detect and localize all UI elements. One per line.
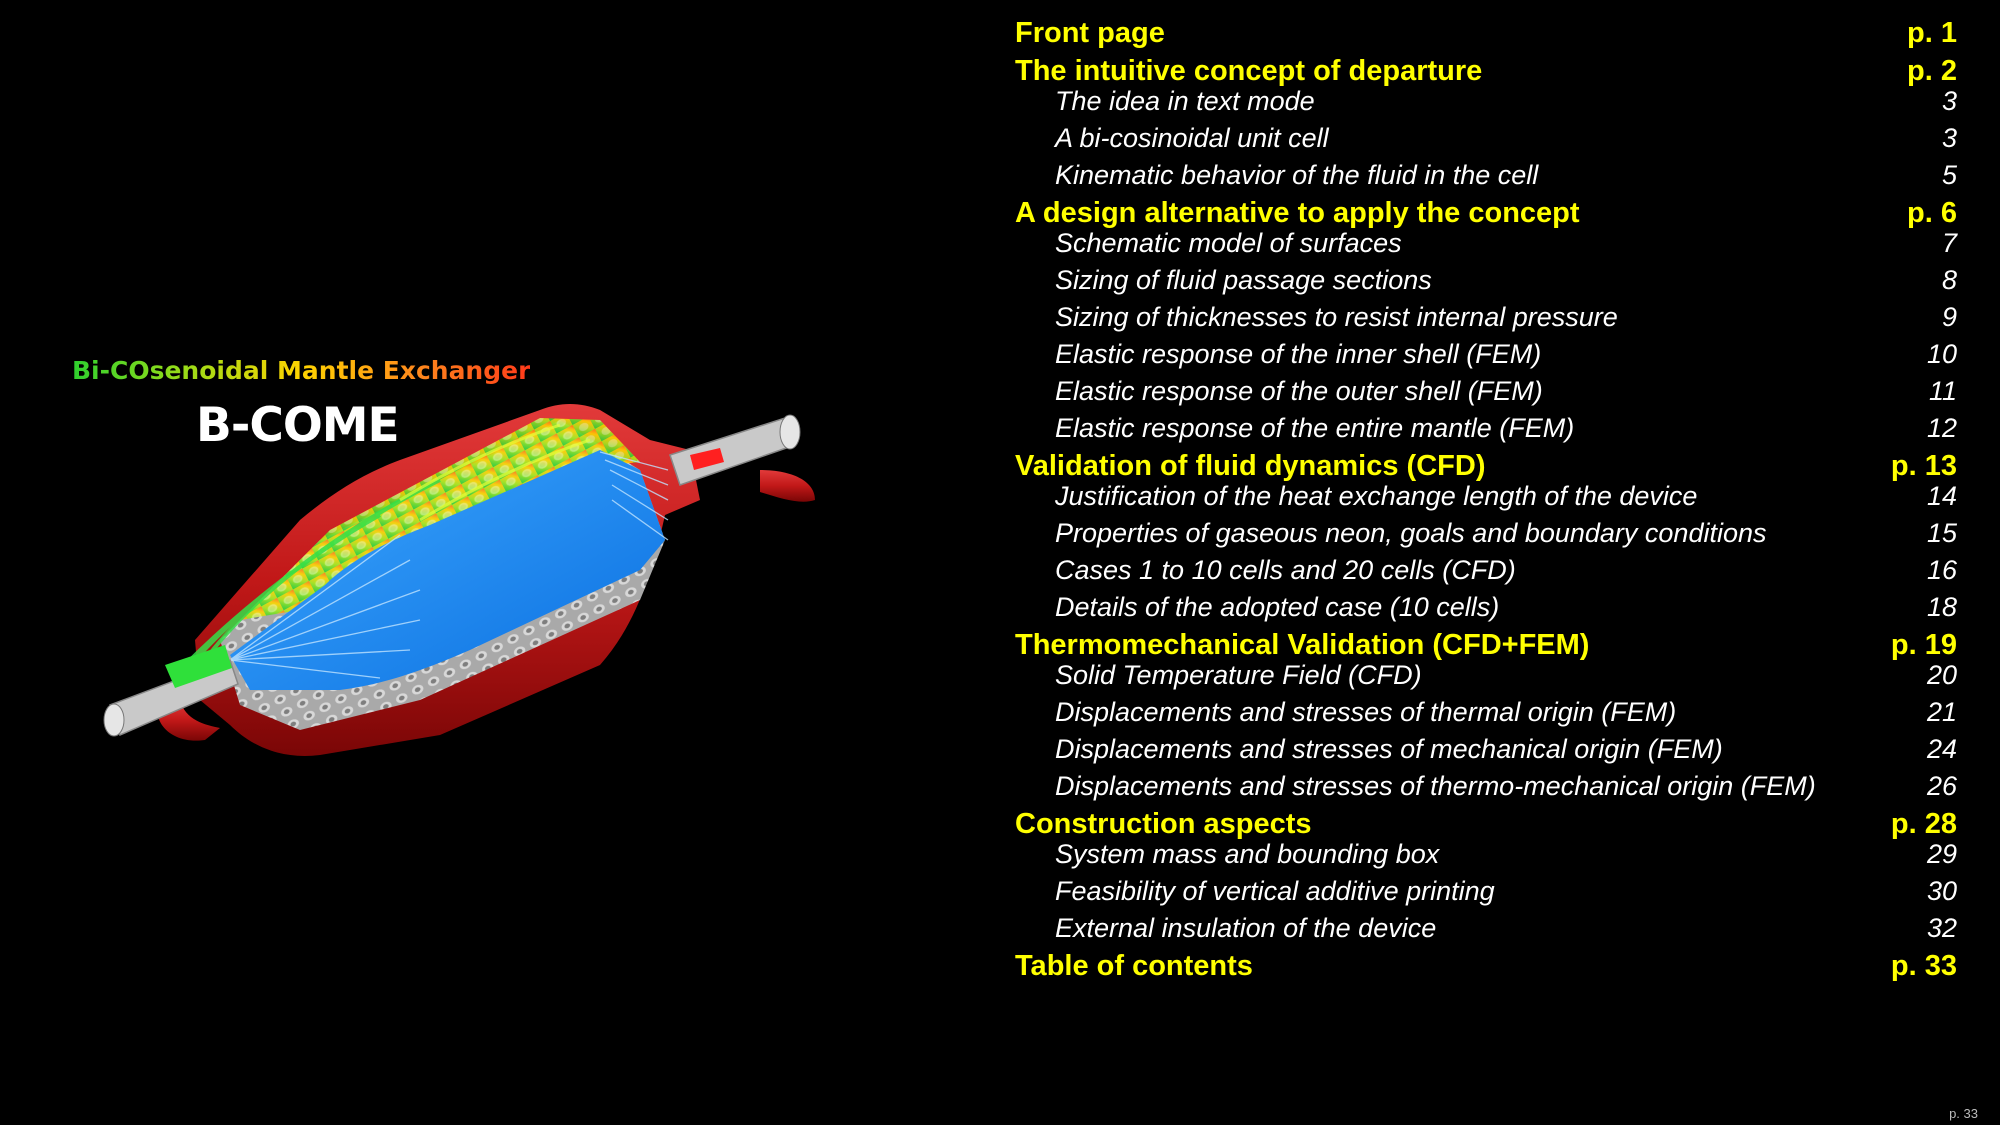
toc-subentry[interactable] [1015, 409, 1957, 447]
toc-entry-label: A design alternative to apply the concept [1015, 196, 1580, 229]
toc-entry-page: 3 [1941, 122, 1957, 153]
toc-entry-page: 14 [1926, 480, 1957, 511]
toc-subentry[interactable] [1015, 82, 1957, 120]
toc-subentry[interactable] [1015, 835, 1957, 873]
toc-entry-page: p. 1 [1907, 16, 1957, 49]
toc-entry-label: Solid Temperature Field (CFD) [1055, 659, 1422, 690]
toc-entry-page: p. 33 [1890, 949, 1957, 982]
toc-entry-label: System mass and bounding box [1055, 838, 1440, 869]
toc-entry-page: 5 [1941, 159, 1957, 190]
toc-entry-label: Table of contents [1015, 949, 1253, 982]
toc-subentry[interactable] [1015, 298, 1957, 336]
toc-subentry[interactable] [1015, 909, 1957, 947]
toc-entry-page: p. 2 [1907, 54, 1957, 87]
toc-entry-page: p. 28 [1890, 807, 1957, 840]
toc-subentry[interactable] [1015, 514, 1957, 552]
toc-subentry[interactable] [1015, 224, 1957, 262]
toc-entry-page: 24 [1926, 733, 1957, 764]
heat-exchanger-render [0, 0, 960, 1125]
toc-entry-page: 15 [1926, 517, 1957, 548]
toc-subentry[interactable] [1015, 693, 1957, 731]
toc-entry-page: 30 [1926, 875, 1957, 906]
toc-entry-label: Schematic model of surfaces [1055, 227, 1402, 258]
toc-entry-label: External insulation of the device [1055, 912, 1437, 943]
toc-entry-page: p. 19 [1890, 628, 1957, 661]
toc-entry-page: 21 [1926, 696, 1957, 727]
toc-entry-page: 12 [1926, 412, 1957, 443]
toc-entry-label: Elastic response of the outer shell (FEM) [1055, 375, 1543, 406]
toc-entry-label: Properties of gaseous neon, goals and boundary conditions [1055, 517, 1767, 548]
toc-entry-label: A bi-cosinoidal unit cell [1055, 122, 1329, 153]
page-number: p. 33 [1949, 1106, 1978, 1121]
toc-entry-page: 11 [1928, 375, 1957, 406]
toc-entry-label: Validation of fluid dynamics (CFD) [1015, 449, 1486, 482]
toc-entry-page: 10 [1926, 338, 1957, 369]
toc-entry-label: Front page [1015, 16, 1165, 49]
toc-subentry[interactable] [1015, 372, 1957, 410]
toc-subentry[interactable] [1015, 872, 1957, 910]
toc-section-entry[interactable] [1015, 14, 1957, 52]
toc-entry-label: Construction aspects [1015, 807, 1312, 840]
toc-entry-label: Sizing of fluid passage sections [1055, 264, 1432, 295]
toc-entry-page: 8 [1941, 264, 1957, 295]
toc-subentry[interactable] [1015, 119, 1957, 157]
toc-subentry[interactable] [1015, 730, 1957, 768]
toc-entry-page: p. 13 [1890, 449, 1957, 482]
toc-entry-label: Kinematic behavior of the fluid in the cell [1055, 159, 1539, 190]
toc-entry-label: The intuitive concept of departure [1015, 54, 1483, 87]
toc-subentry[interactable] [1015, 156, 1957, 194]
toc-entry-label: Justification of the heat exchange length of the device [1055, 480, 1698, 511]
toc-subentry[interactable] [1015, 477, 1957, 515]
toc-entry-page: 29 [1926, 838, 1957, 869]
toc-entry-page: 16 [1926, 554, 1957, 585]
toc-entry-page: 32 [1926, 912, 1957, 943]
toc-entry-label: Feasibility of vertical additive printing [1055, 875, 1495, 906]
toc-subentry[interactable] [1015, 767, 1957, 805]
toc-entry-page: 3 [1941, 85, 1957, 116]
toc-entry-page: 18 [1926, 591, 1957, 622]
toc-subentry[interactable] [1015, 335, 1957, 373]
toc-entry-label: Cases 1 to 10 cells and 20 cells (CFD) [1055, 554, 1516, 585]
toc-subentry[interactable] [1015, 551, 1957, 589]
device-subtitle: Bi-COsenoidal Mantle Exchanger [72, 356, 531, 385]
toc-entry-label: Elastic response of the entire mantle (FEM) [1055, 412, 1575, 443]
toc-entry-page: 7 [1941, 227, 1957, 258]
toc-entry-page: 9 [1941, 301, 1957, 332]
toc-entry-label: Displacements and stresses of mechanical origin (FEM) [1055, 733, 1723, 764]
toc-section-entry[interactable] [1015, 947, 1957, 985]
toc-entry-label: Displacements and stresses of thermo-mechanical origin (FEM) [1055, 770, 1816, 801]
device-illustration-panel [0, 0, 960, 1125]
toc-entry-label: Sizing of thicknesses to resist internal pressure [1055, 301, 1618, 332]
toc-entry-label: Details of the adopted case (10 cells) [1055, 591, 1500, 622]
toc-entry-label: Displacements and stresses of thermal origin (FEM) [1055, 696, 1677, 727]
toc-subentry[interactable] [1015, 656, 1957, 694]
toc-entry-page: 26 [1926, 770, 1957, 801]
toc-entry-page: 20 [1926, 659, 1957, 690]
toc-subentry[interactable] [1015, 588, 1957, 626]
toc-entry-label: The idea in text mode [1055, 85, 1315, 116]
toc-entry-page: p. 6 [1907, 196, 1957, 229]
toc-entry-label: Thermomechanical Validation (CFD+FEM) [1015, 628, 1590, 661]
device-title: B-COME [196, 398, 399, 453]
toc-subentry[interactable] [1015, 261, 1957, 299]
toc-entry-label: Elastic response of the inner shell (FEM) [1055, 338, 1542, 369]
